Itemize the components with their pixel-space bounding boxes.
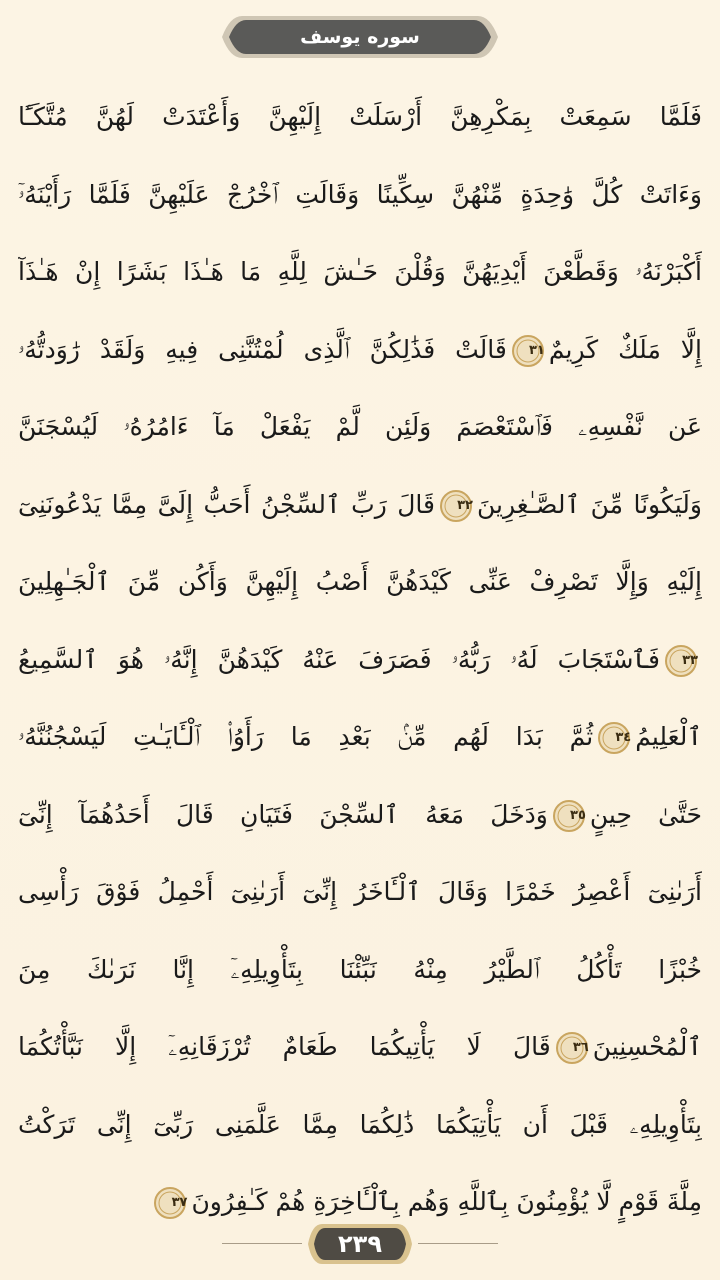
line-text: خُبْزًا تَأْكُلُ ٱلطَّيْرُ مِنْهُ نَبِّئْنَا بِتَأْوِيلِهِۦٓ إِنَّا نَرَىٰكَ مِنَ — [18, 954, 702, 984]
line-text: مِلَّةَ قَوْمٍ لَّا يُؤْمِنُونَ بِٱللَّهِ وَهُم بِٱلْـَٔاخِرَةِ هُمْ كَـٰفِرُونَ — [191, 1187, 702, 1216]
line-text: حَتَّىٰ حِينٍ — [589, 799, 702, 829]
line-text-after: وَدَخَلَ مَعَهُ ٱلسِّجْنَ فَتَيَانِ قَالَ أَحَدُهُمَآ إِنِّىٓ — [18, 799, 548, 829]
line-text: أَكْبَرْنَهُۥ وَقَطَّعْنَ أَيْدِيَهُنَّ وَقُلْنَ حَـٰشَ لِلَّهِ مَا هَـٰذَا بَشَرًا إِنْ هَـٰذَآ — [18, 257, 702, 286]
verse-line-3 — [18, 233, 702, 311]
ayah-number: ٣٢ — [457, 497, 473, 513]
ayah-number-icon[interactable] — [153, 1186, 187, 1220]
ayah-number: ٣٧ — [171, 1195, 188, 1210]
verse-line-4 — [18, 311, 702, 389]
line-text: وَءَاتَتْ كُلَّ وَٰحِدَةٍ مِّنْهُنَّ سِكِّينًا وَقَالَتِ ٱخْرُجْ عَلَيْهِنَّ فَلَمَّا رَأَيْنَهُۥٓ — [18, 179, 702, 209]
verse-line-12 — [18, 931, 702, 1009]
verse-line-1 — [18, 78, 702, 156]
line-text: بِتَأْوِيلِهِۦ قَبْلَ أَن يَأْتِيَكُمَا ذَٰلِكُمَا مِمَّا عَلَّمَنِى رَبِّىٓ إِنِّى تَرَكْتُ — [18, 1109, 702, 1139]
line-text: عَن نَّفْسِهِۦ فَٱسْتَعْصَمَ وَلَئِن لَّمْ يَفْعَلْ مَآ ءَامُرُهُۥ لَيُسْجَنَنَّ — [18, 412, 702, 441]
line-text: ٱلْعَلِيمُ — [635, 722, 702, 751]
ayah-number-icon[interactable] — [664, 644, 698, 678]
verse-line-6 — [18, 466, 702, 544]
footer-divider-left — [222, 1243, 302, 1244]
surah-header — [220, 14, 500, 60]
ayah-number-icon[interactable] — [552, 799, 586, 833]
line-text-after: قَالَ رَبِّ ٱلسِّجْنُ أَحَبُّ إِلَىَّ مِمَّا يَدْعُونَنِىٓ — [18, 489, 435, 519]
verse-line-2 — [18, 156, 702, 234]
ayah-number: ٣١ — [528, 342, 545, 358]
page-number: ٢٣٩ — [338, 1230, 382, 1258]
line-text: إِلَيْهِ وَإِلَّا تَصْرِفْ عَنِّى كَيْدَهُنَّ أَصْبُ إِلَيْهِنَّ وَأَكُن مِّنَ ٱلْجَـٰهِلِينَ — [18, 567, 702, 596]
verse-line-11 — [18, 853, 702, 931]
verse-line-10 — [18, 776, 702, 854]
line-text-after: قَالَتْ فَذَٰلِكُنَّ ٱلَّذِى لُمْتُنَّنِى فِيهِ وَلَقَدْ رَٰوَدتُّهُۥ — [18, 334, 507, 364]
ayah-number-icon[interactable] — [439, 489, 473, 523]
line-text-after: ثُمَّ بَدَا لَهُم مِّنۢ بَعْدِ مَا رَأَوُا۟ ٱلْـَٔايَـٰتِ لَيَسْجُنُنَّهُۥ — [18, 722, 594, 751]
ayah-number-icon[interactable] — [555, 1031, 589, 1065]
line-text: ٱلْمُحْسِنِينَ — [592, 1032, 702, 1061]
verse-line-14 — [18, 1086, 702, 1164]
line-text: أَرَىٰنِىٓ أَعْصِرُ خَمْرًا وَقَالَ ٱلْـَٔاخَرُ إِنِّىٓ أَرَىٰنِىٓ أَحْمِلُ فَوْقَ رَأْسِى — [18, 877, 702, 906]
ayah-number: ٣٦ — [572, 1040, 589, 1055]
verse-line-9 — [18, 698, 702, 776]
page-footer — [0, 1222, 720, 1266]
line-text-after: فَٱسْتَجَابَ لَهُۥ رَبُّهُۥ فَصَرَفَ عَنْهُ كَيْدَهُنَّ إِنَّهُۥ هُوَ ٱلسَّمِيعُ — [18, 644, 660, 674]
line-text: فَلَمَّا سَمِعَتْ بِمَكْرِهِنَّ أَرْسَلَتْ إِلَيْهِنَّ وَأَعْتَدَتْ لَهُنَّ مُتَّكَـًٔا — [18, 102, 702, 131]
page-number-badge — [306, 1222, 414, 1266]
ayah-number: ٣٤ — [615, 730, 632, 745]
line-text: وَلَيَكُونًا مِّنَ ٱلصَّـٰغِرِينَ — [476, 489, 702, 519]
footer-divider-right — [418, 1243, 498, 1244]
surah-title: سوره يوسف — [300, 26, 420, 48]
verse-line-5 — [18, 388, 702, 466]
line-text: إِلَّا مَلَكٌ كَرِيمٌ — [548, 334, 702, 364]
verse-line-7 — [18, 543, 702, 621]
ayah-number: ٣٣ — [682, 652, 698, 668]
line-text-after: قَالَ لَا يَأْتِيكُمَا طَعَامٌ تُرْزَقَانِهِۦٓ إِلَّا نَبَّأْتُكُمَا — [18, 1032, 551, 1061]
verse-line-13 — [18, 1008, 702, 1086]
ayah-number: ٣٥ — [570, 807, 586, 823]
ayah-number-icon[interactable] — [511, 334, 545, 368]
verse-line-8 — [18, 621, 702, 699]
ayah-number-icon[interactable] — [597, 721, 631, 755]
verse-lines — [18, 78, 702, 1241]
